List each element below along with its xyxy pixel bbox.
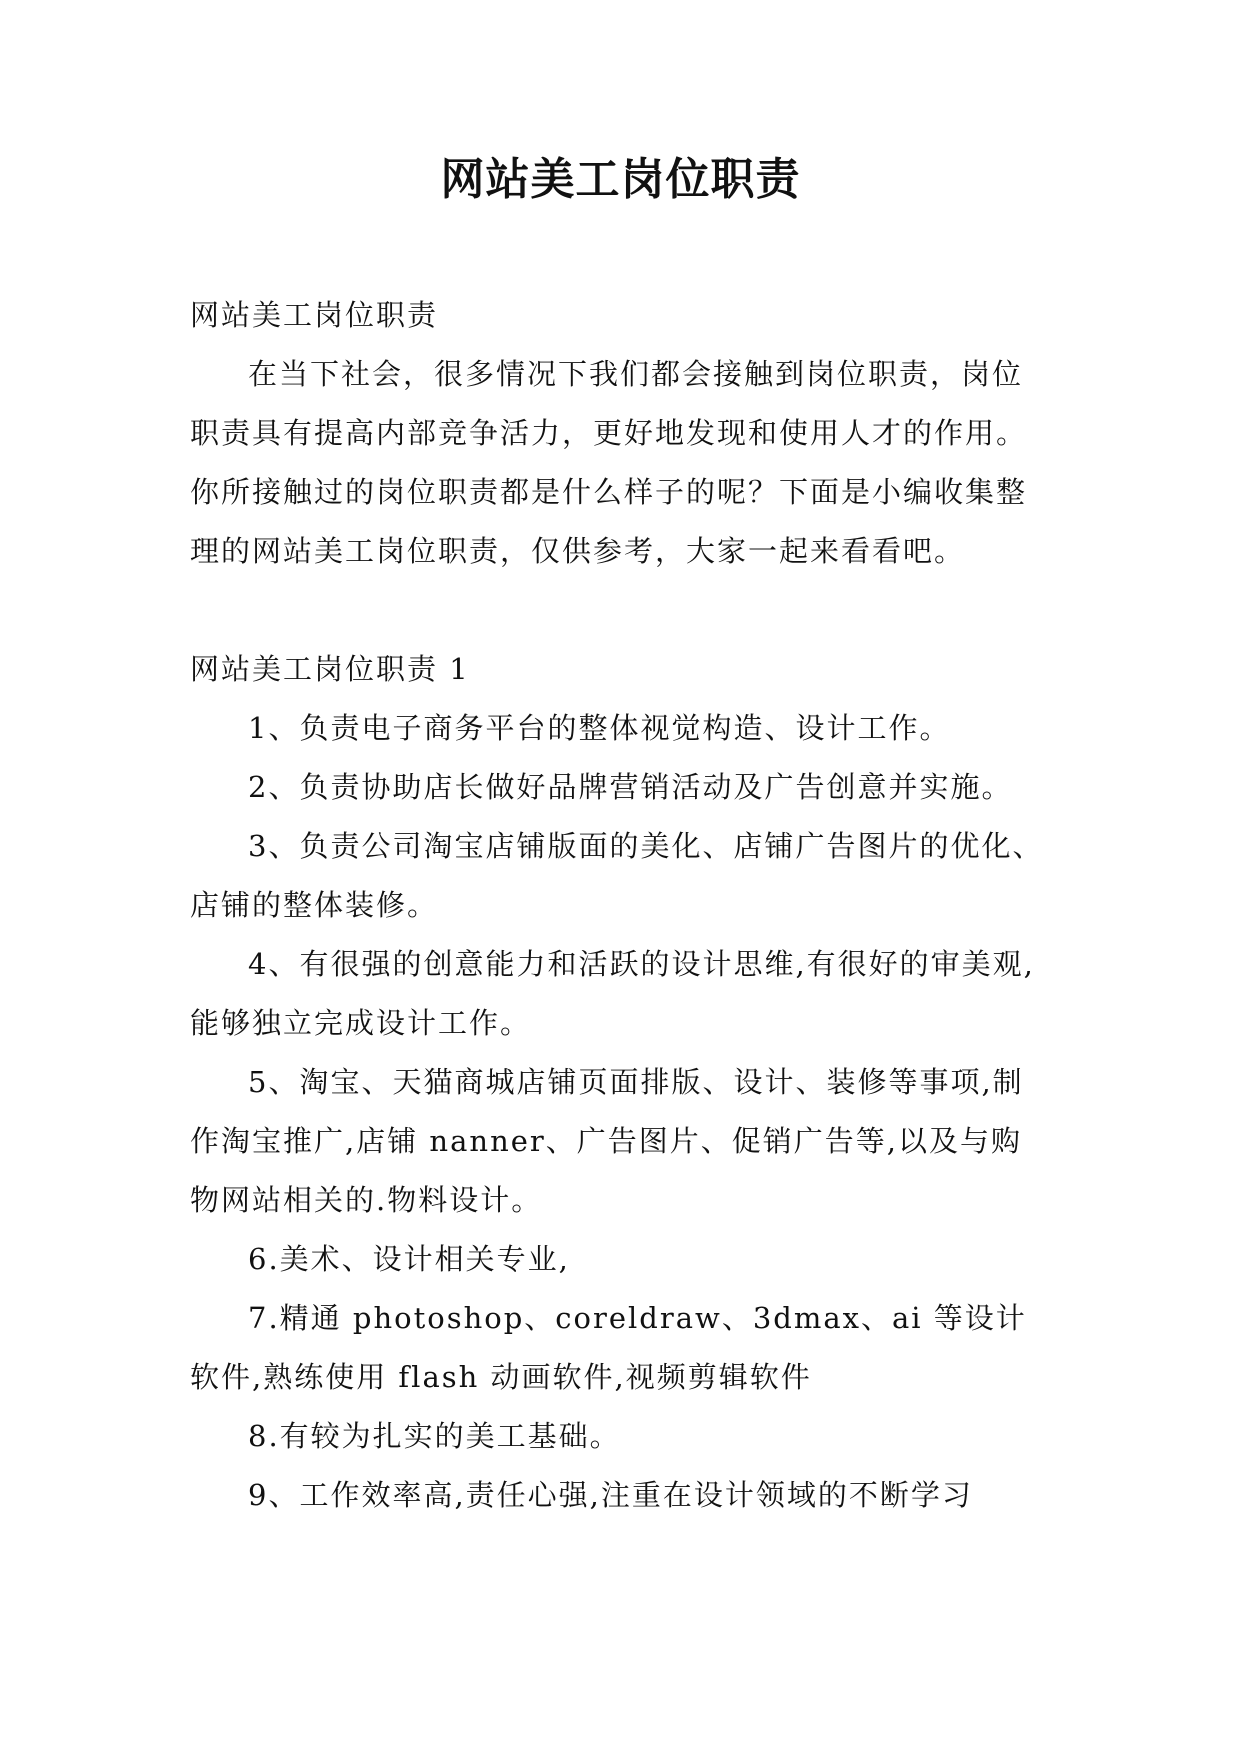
duty-item-6: 6.美术、设计相关专业, <box>248 1242 570 1276</box>
duty-item-8: 8.有较为扎实的美工基础。 <box>248 1419 621 1453</box>
duty-item-9: 9、工作效率高,责任心强,注重在设计领域的不断学习 <box>248 1478 973 1512</box>
section-heading-1: 网站美工岗位职责 1 <box>190 652 470 686</box>
duty-item-1: 1、负责电子商务平台的整体视觉构造、设计工作。 <box>248 711 951 745</box>
duty-item-4: 4、有很强的创意能力和活跃的设计思维,有很好的审美观,能够独立完成设计工作。 <box>190 947 1035 1040</box>
section-heading-intro: 网站美工岗位职责 <box>190 298 439 332</box>
duty-item-2: 2、负责协助店长做好品牌营销活动及广告创意并实施。 <box>248 770 1013 804</box>
document-title: 网站美工岗位职责 <box>440 154 801 205</box>
duty-item-7: 7.精通 photoshop、coreldraw、3dmax、ai 等设计软件,熟练使用 flash 动画软件,视频剪辑软件 <box>190 1301 1027 1394</box>
intro-paragraph: 在当下社会，很多情况下我们都会接触到岗位职责，岗位职责具有提高内部竞争活力，更好地发现和使用人才的作用。你所接触过的岗位职责都是什么样子的呢？下面是小编收集整理的网站美工岗位职责，仅供参考，大家一起来看看吧。 <box>190 357 1028 568</box>
paragraph-spacer <box>190 581 1045 640</box>
duty-item-3: 3、负责公司淘宝店铺版面的美化、店铺广告图片的优化、店铺的整体装修。 <box>190 829 1044 922</box>
document-body <box>190 286 1045 1525</box>
duty-item-5: 5、淘宝、天猫商城店铺页面排版、设计、装修等事项,制作淘宝推广,店铺 nanner、广告图片、促销广告等,以及与购物网站相关的.物料设计。 <box>190 1065 1024 1217</box>
